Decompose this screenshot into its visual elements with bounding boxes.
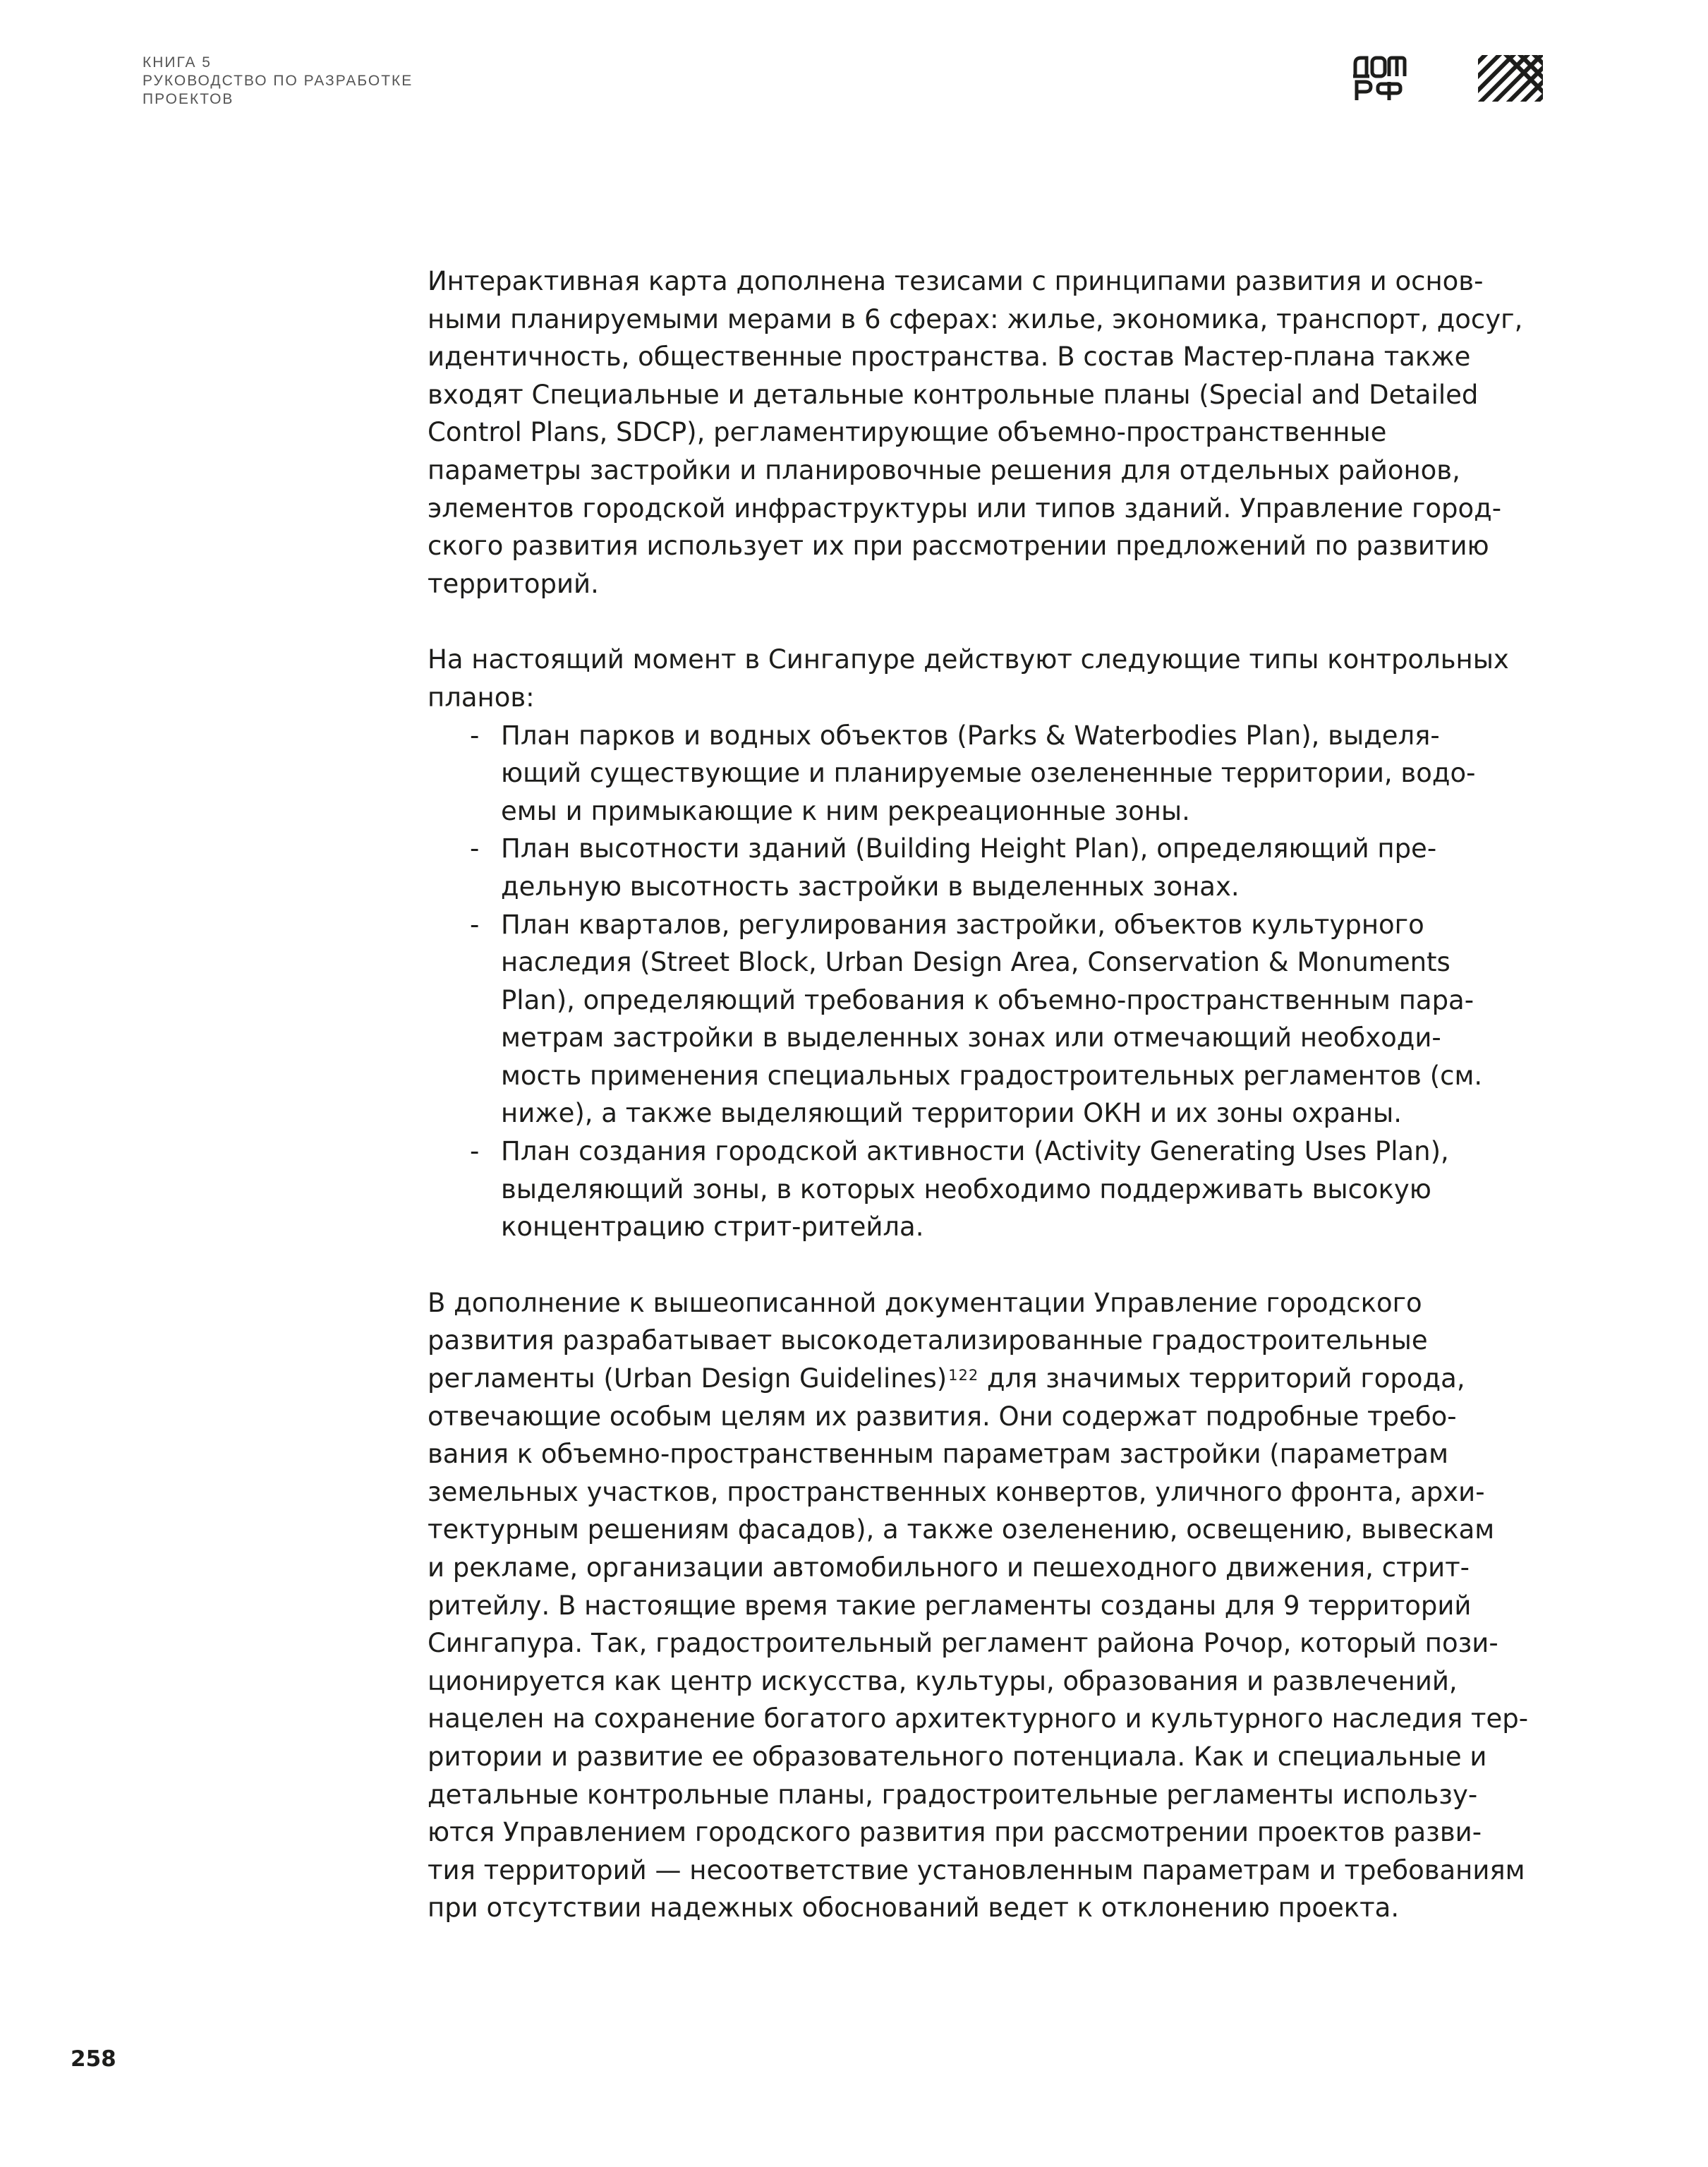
control-plans-list xyxy=(428,717,1535,1246)
list-item xyxy=(428,906,1535,1133)
text-line: нацелен на сохранение богатого архитектурного и культурного наследия тер- xyxy=(428,1703,1529,1734)
text-line: планов: xyxy=(428,682,535,713)
running-header xyxy=(143,54,413,109)
header-title-line2: ПРОЕКТОВ xyxy=(143,91,234,107)
text-line: Сингапура. Так, градостроительный регламент района Рочор, который пози- xyxy=(428,1628,1498,1659)
logo-group xyxy=(1352,55,1543,103)
paragraph-guidelines xyxy=(428,1284,1535,1927)
text-line: элементов городской инфраструктуры или типов зданий. Управление город- xyxy=(428,493,1502,524)
text-segment: для значимых территорий города, xyxy=(979,1363,1465,1394)
text-line: входят Специальные и детальные контрольные планы (Special and Detailed xyxy=(428,379,1479,410)
list-item xyxy=(428,830,1535,905)
text-line xyxy=(428,1360,1535,1398)
text-line: при отсутствии надежных обоснований ведет к отклонению проекта. xyxy=(428,1893,1400,1924)
list-item-line: - План парков и водных объектов (Parks & Waterbodies Plan), выделя- xyxy=(428,717,1535,755)
text-line: ются Управлением городского развития при рассмотрении проектов разви- xyxy=(428,1817,1482,1848)
text-line: ритейлу. В настоящие время такие регламенты созданы для 9 территорий xyxy=(428,1590,1472,1621)
footnote-reference[interactable]: 122 xyxy=(948,1367,979,1384)
body-text xyxy=(428,262,1535,1927)
text-line: ского развития использует их при рассмотрении предложений по развитию xyxy=(428,531,1489,562)
pattern-logo xyxy=(1478,55,1543,102)
text-segment: регламенты (Urban Design Guidelines) xyxy=(428,1363,947,1394)
list-item-line: - План создания городской активности (Activity Generating Uses Plan), xyxy=(428,1133,1535,1171)
list-item-line: емы и примыкающие к ним рекреационные зоны. xyxy=(501,795,1190,826)
list-item-line: наследия (Street Block, Urban Design Area, Conservation & Monuments xyxy=(501,947,1450,978)
header-title-line1: РУКОВОДСТВО ПО РАЗРАБОТКЕ xyxy=(143,73,413,89)
paragraph-spacer xyxy=(428,1246,1535,1284)
text-line: ными планируемыми мерами в 6 сферах: жилье, экономика, транспорт, досуг, xyxy=(428,303,1523,334)
page-number: 258 xyxy=(71,2046,116,2072)
text-line: тектурным решениям фасадов), а также озеленению, освещению, вывескам xyxy=(428,1514,1495,1545)
paragraph-spacer xyxy=(428,603,1535,641)
text-line: В дополнение к вышеописанной документации Управление городского xyxy=(428,1287,1422,1318)
list-item-line: выделяющий зоны, в которых необходимо поддерживать высокую xyxy=(501,1173,1431,1205)
text-line: развития разрабатывает высокодетализированные градостроительные xyxy=(428,1325,1428,1356)
text-line: параметры застройки и планировочные решения для отдельных районов, xyxy=(428,454,1460,485)
text-line: тия территорий — несоответствие установленным параметрам и требованиям xyxy=(428,1854,1525,1885)
list-item-line: ниже), а также выделяющий территории ОКН и их зоны охраны. xyxy=(501,1098,1402,1129)
text-line: земельных участков, пространственных конвертов, уличного фронта, архи- xyxy=(428,1476,1485,1507)
list-item-line: мость применения специальных градостроительных регламентов (см. xyxy=(501,1060,1483,1091)
text-line: На настоящий момент в Сингапуре действуют следующие типы контрольных xyxy=(428,644,1509,675)
text-line: идентичность, общественные пространства. В состав Мастер-плана также xyxy=(428,342,1471,373)
list-item-line: дельную высотность застройки в выделенных зонах. xyxy=(501,871,1240,902)
list-item xyxy=(428,717,1535,831)
list-item-line: - План высотности зданий (Building Height Plan), определяющий пре- xyxy=(428,830,1535,868)
paragraph-intro xyxy=(428,262,1535,603)
domrf-logo xyxy=(1352,55,1407,103)
text-line: и рекламе, организации автомобильного и пешеходного движения, стрит- xyxy=(428,1552,1470,1583)
header-book: КНИГА 5 xyxy=(143,54,212,71)
text-line: Интерактивная карта дополнена тезисами с принципами развития и основ- xyxy=(428,266,1484,296)
list-item-line: - План кварталов, регулирования застройки, объектов культурного xyxy=(428,906,1535,944)
text-line: ционируется как центр искусства, культуры, образования и развлечений, xyxy=(428,1665,1458,1696)
text-line: детальные контрольные планы, градостроительные регламенты использу- xyxy=(428,1779,1478,1810)
list-item-line: Plan), определяющий требования к объемно-пространственным пара- xyxy=(501,984,1474,1015)
text-line: Control Plans, SDCP), регламентирующие объемно-пространственные xyxy=(428,417,1387,448)
list-item-line: ющий существующие и планируемые озелененные территории, водо- xyxy=(501,758,1476,789)
list-item-line: метрам застройки в выделенных зонах или отмечающий необходи- xyxy=(501,1022,1441,1054)
text-line: вания к объемно-пространственным параметрам застройки (параметрам xyxy=(428,1439,1449,1470)
paragraph-control-plans xyxy=(428,641,1535,716)
text-line: отвечающие особым целям их развития. Они содержат подробные требо- xyxy=(428,1401,1457,1432)
list-item-line: концентрацию стрит-ритейла. xyxy=(501,1212,924,1243)
list-item xyxy=(428,1133,1535,1246)
text-line: территорий. xyxy=(428,568,599,599)
text-line: ритории и развитие ее образовательного потенциала. Как и специальные и xyxy=(428,1741,1487,1772)
